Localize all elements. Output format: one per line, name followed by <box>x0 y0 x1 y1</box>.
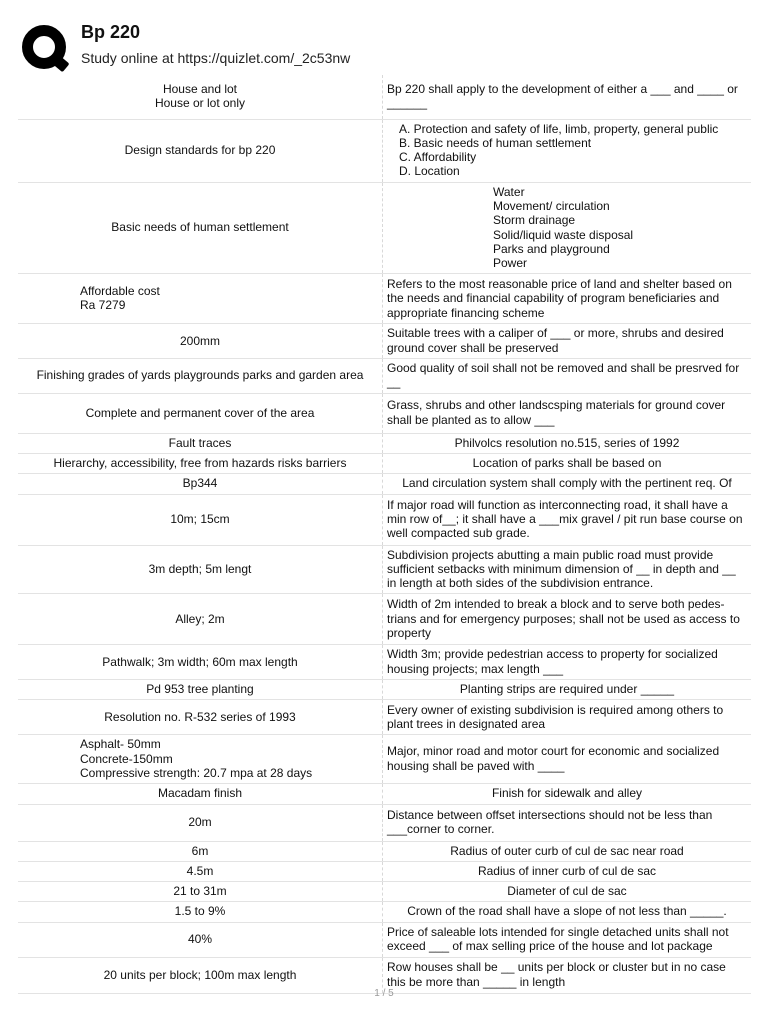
term-line: Ra 7279 <box>80 298 126 313</box>
card-definition <box>383 804 752 841</box>
flashcard-row <box>18 922 751 957</box>
flashcard-row <box>18 735 751 784</box>
definition-line: Location of parks shall be based on <box>472 455 662 470</box>
card-term <box>18 735 383 784</box>
card-definition <box>383 700 752 735</box>
page-title: Bp 220 <box>81 22 141 42</box>
card-term <box>18 359 383 394</box>
definition-line: Row houses shall be __ units per block or cluster but in no case this be more than _____ in length <box>387 960 726 989</box>
card-term <box>18 841 383 861</box>
card-definition <box>383 902 752 922</box>
definition-line: Diameter of cul de sac <box>507 884 627 899</box>
flashcard-row <box>18 594 751 645</box>
card-definition <box>383 645 752 680</box>
definition-line: Width of 2m intended to break a block and to serve both pedes-trians and for emergency purposes; shall not be used as access to property <box>387 597 740 641</box>
term-line: 20m <box>188 814 212 829</box>
definition-line: If major road will function as interconnecting road, it shall have a min row of__; it shall have a ___mix gravel / pit run base course on well compacted sub grade. <box>387 497 743 541</box>
term-line: 3m depth; 5m lengt <box>148 561 252 576</box>
definition-line: Distance between offset intersections should not be less than ___corner to corner. <box>387 807 713 837</box>
flashcard-row <box>18 274 751 324</box>
card-definition <box>383 119 752 182</box>
term-line: Finishing grades of yards playgrounds parks and garden area <box>36 368 364 383</box>
term-line: Fault traces <box>168 435 232 450</box>
card-definition <box>383 545 752 594</box>
flashcard-row <box>18 182 751 274</box>
card-term <box>18 494 383 545</box>
flashcard-row <box>18 804 751 841</box>
term-line: Pathwalk; 3m width; 60m max length <box>102 654 298 669</box>
flashcard-row <box>18 545 751 594</box>
card-term <box>18 700 383 735</box>
card-definition <box>383 882 752 902</box>
card-definition <box>383 861 752 881</box>
flashcard-row <box>18 645 751 680</box>
card-definition <box>383 680 752 700</box>
flashcard-row <box>18 393 751 433</box>
card-term <box>18 274 383 324</box>
term-line: Basic needs of human settlement <box>111 220 289 235</box>
card-term <box>18 902 383 922</box>
card-term <box>18 75 383 119</box>
card-definition <box>383 433 752 453</box>
flashcard-row <box>18 433 751 453</box>
term-line: House and lot <box>162 81 238 96</box>
card-term <box>18 804 383 841</box>
definition-line: Radius of inner curb of cul de sac <box>477 863 657 878</box>
definition-line: Radius of outer curb of cul de sac near road <box>450 843 684 858</box>
flashcard-row <box>18 119 751 182</box>
term-line: Complete and permanent cover of the area <box>85 405 315 420</box>
definition-line: Parks and playground <box>493 241 610 256</box>
quizlet-logo-icon <box>20 22 72 74</box>
definition-line: D. Location <box>399 164 460 179</box>
card-term <box>18 594 383 645</box>
flashcard-row <box>18 474 751 494</box>
card-definition <box>383 922 752 957</box>
definition-line: Suitable trees with a caliper of ___ or more, shrubs and desired ground cover shall be preserved <box>387 326 724 355</box>
definition-line: A. Protection and safety of life, limb, property, general public <box>399 121 719 136</box>
flashcard-row <box>18 902 751 922</box>
definition-line: Storm drainage <box>493 213 576 228</box>
card-term <box>18 922 383 957</box>
definition-line: Price of saleable lots intended for single detached units shall not exceed ___ of max selling price of the house and lot package <box>387 924 729 954</box>
term-line: Resolution no. R-532 series of 1993 <box>104 709 296 724</box>
card-term <box>18 645 383 680</box>
flashcard-row <box>18 700 751 735</box>
card-term <box>18 453 383 473</box>
definition-line: Every owner of existing subdivision is required among others to plant trees in designated area <box>387 702 724 731</box>
card-term <box>18 882 383 902</box>
card-definition <box>383 784 752 804</box>
term-line: 20 units per block; 100m max length <box>103 967 297 982</box>
card-definition <box>383 594 752 645</box>
term-line: Asphalt- 50mm <box>80 737 161 752</box>
card-definition <box>383 75 752 119</box>
card-term <box>18 545 383 594</box>
term-line: House or lot only <box>154 96 246 111</box>
term-line: 40% <box>187 932 213 947</box>
flashcard-row <box>18 75 751 119</box>
definition-line: C. Affordability <box>399 150 477 165</box>
flashcard-row <box>18 494 751 545</box>
card-definition <box>383 359 752 394</box>
page-number: 1 / 5 <box>374 988 394 999</box>
flashcard-row <box>18 359 751 394</box>
definition-line: Planting strips are required under _____ <box>459 682 675 697</box>
term-line: Macadam finish <box>157 786 243 801</box>
definition-line: Refers to the most reasonable price of land and shelter based on the needs and financial capability of program beneficiaries and appropriate financing scheme <box>387 277 732 320</box>
card-term <box>18 393 383 433</box>
flashcard-row <box>18 324 751 359</box>
flashcard-row <box>18 882 751 902</box>
term-line: Bp344 <box>182 476 218 491</box>
card-definition <box>383 393 752 433</box>
term-line: 6m <box>191 843 209 858</box>
flashcard-row <box>18 861 751 881</box>
definition-line: Power <box>493 256 528 271</box>
card-term <box>18 433 383 453</box>
page-header <box>0 0 768 76</box>
definition-line: Movement/ circulation <box>493 198 610 213</box>
card-term <box>18 182 383 274</box>
flashcard-row <box>18 784 751 804</box>
definition-line: Subdivision projects abutting a main public road must provide sufficient setbacks with minimum dimension of __ in depth and __ in length at both sides of the subdivision entrance. <box>387 547 736 591</box>
definition-line: Major, minor road and motor court for economic and socialized housing shall be paved with ____ <box>387 744 720 773</box>
definition-line: B. Basic needs of human settlement <box>399 135 592 150</box>
term-line: 21 to 31m <box>173 884 227 899</box>
term-line: Compressive strength: 20.7 mpa at 28 days <box>80 765 313 780</box>
definition-line: Good quality of soil shall not be removed and shall be presrved for __ <box>387 361 740 390</box>
card-definition <box>383 735 752 784</box>
definition-line: Bp 220 shall apply to the development of either a ___ and ____ or ______ <box>387 81 738 111</box>
card-definition <box>383 182 752 274</box>
definition-line: Philvolcs resolution no.515, series of 1992 <box>454 435 680 450</box>
term-line: Alley; 2m <box>175 611 225 626</box>
term-line: 10m; 15cm <box>170 511 230 526</box>
card-definition <box>383 324 752 359</box>
definition-line: Crown of the road shall have a slope of not less than _____. <box>407 904 727 919</box>
flashcard-row <box>18 841 751 861</box>
definition-line: Finish for sidewalk and alley <box>491 786 643 801</box>
term-line: 200mm <box>179 333 220 348</box>
card-term <box>18 784 383 804</box>
definition-line: Solid/liquid waste disposal <box>493 227 634 242</box>
term-line: Design standards for bp 220 <box>124 142 276 157</box>
term-line: Hierarchy, accessibility, free from hazards risks barriers <box>53 455 347 470</box>
card-definition <box>383 494 752 545</box>
card-definition <box>383 474 752 494</box>
study-link[interactable]: Study online at https://quizlet.com/_2c53nw <box>81 50 351 66</box>
definition-line: Water <box>493 184 525 199</box>
card-definition <box>383 453 752 473</box>
term-line: Pd 953 tree planting <box>146 682 254 697</box>
term-line: Affordable cost <box>80 284 160 299</box>
flashcard-table <box>18 75 751 994</box>
flashcard-row <box>18 680 751 700</box>
definition-line: Land circulation system shall comply with the pertinent req. Of <box>402 476 732 491</box>
definition-line: Grass, shrubs and other landscsping materials for ground cover shall be planted as to allow ___ <box>387 398 726 427</box>
card-term <box>18 119 383 182</box>
card-definition <box>383 841 752 861</box>
card-term <box>18 861 383 881</box>
definition-line: Width 3m; provide pedestrian access to property for socialized housing projects; max length ___ <box>387 647 718 676</box>
term-line: Concrete-150mm <box>80 751 173 766</box>
term-line: 4.5m <box>186 863 214 878</box>
flashcard-row <box>18 453 751 473</box>
term-line: 1.5 to 9% <box>174 904 226 919</box>
card-term <box>18 680 383 700</box>
card-term <box>18 474 383 494</box>
card-definition <box>383 274 752 324</box>
card-term <box>18 324 383 359</box>
